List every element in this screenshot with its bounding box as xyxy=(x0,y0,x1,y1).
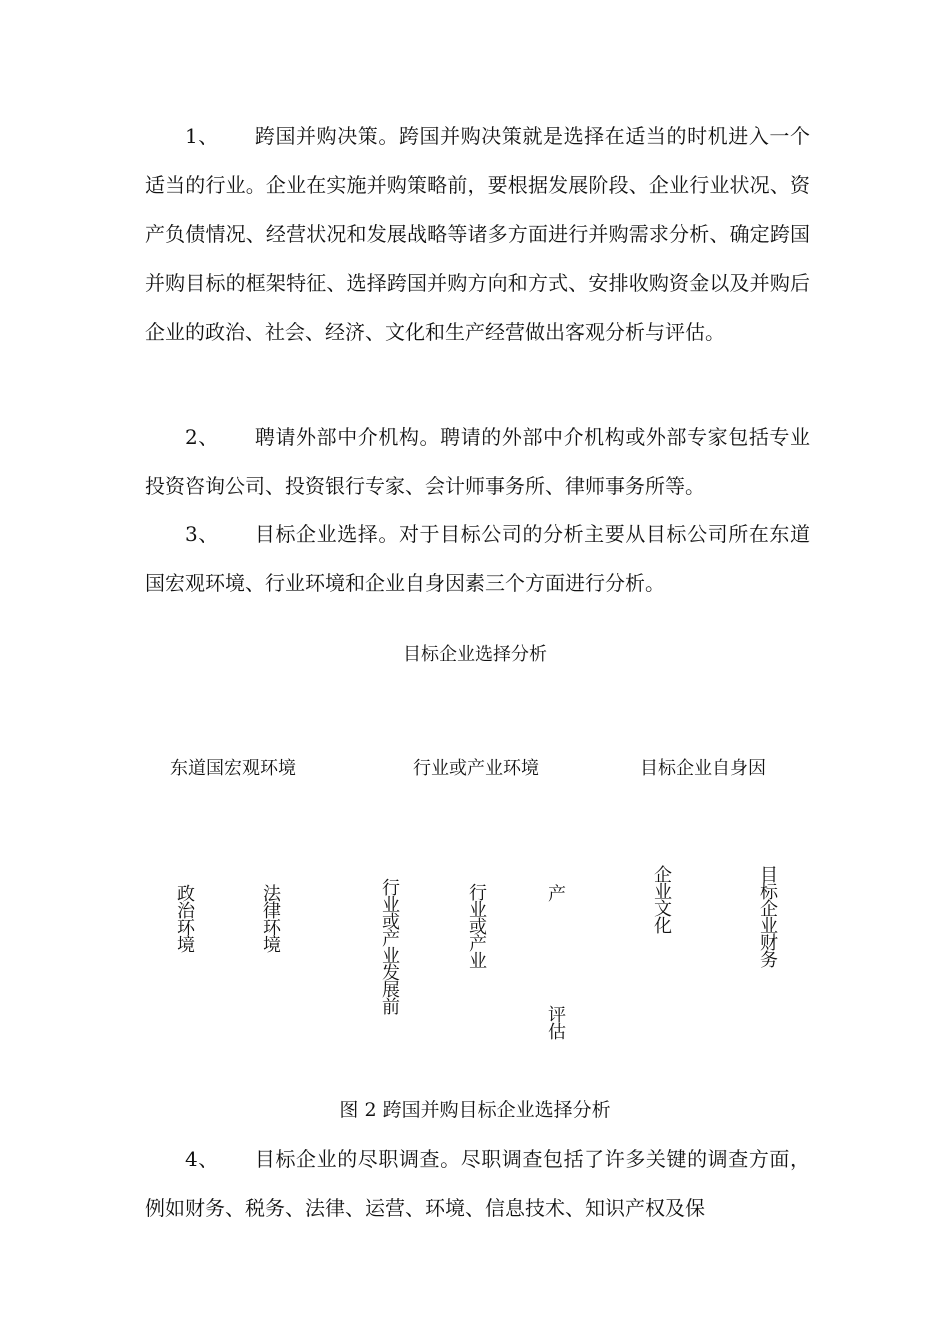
paragraph-1 xyxy=(145,112,810,357)
paragraph-text: 目标企业选择。对于目标公司的分析主要从目标公司所在东道国宏观环境、行业环境和企业自身因素三个方面进行分析。 xyxy=(145,522,810,595)
factor-target-finance: 目标企业财务 xyxy=(757,865,778,967)
factor-industry-development: 行业或产业发展前 xyxy=(379,878,400,1014)
factor-legal-environment: 法律环境 xyxy=(260,884,281,952)
factor-product: 产 xyxy=(545,884,566,901)
paragraph-number: 2、 xyxy=(185,425,219,449)
factor-evaluation: 评估 xyxy=(545,1005,566,1039)
paragraph-number: 1、 xyxy=(185,124,219,148)
factor-corporate-culture: 企业文化 xyxy=(651,865,672,933)
paragraph-3 xyxy=(145,510,810,608)
paragraph-4 xyxy=(145,1135,810,1233)
paragraph-text: 聘请外部中介机构。聘请的外部中介机构或外部专家包括专业投资咨询公司、投资银行专家、会计师事务所、律师事务所等。 xyxy=(145,425,810,498)
paragraph-text: 跨国并购决策。跨国并购决策就是选择在适当的时机进入一个适当的行业。企业在实施并购策略前，要根据发展阶段、企业行业状况、资产负债情况、经营状况和发展战略等诸多方面进行并购需求分析、确定跨国并购目标的框架特征、选择跨国并购方向和方式、安排收购资金以及并购后企业的政治、社会、经济、文化和生产经营做出客观分析与评估。 xyxy=(145,124,810,344)
paragraph-text: 目标企业的尽职调查。尽职调查包括了许多关键的调查方面，例如财务、税务、法律、运营、环境、信息技术、知识产权及保 xyxy=(145,1147,810,1220)
category-host-macro-environment: 东道国宏观环境 xyxy=(170,758,296,779)
paragraph-number: 4、 xyxy=(185,1147,219,1171)
paragraph-2 xyxy=(145,413,810,511)
category-industry-environment: 行业或产业环境 xyxy=(413,758,539,779)
figure-caption: 图 2 跨国并购目标企业选择分析 xyxy=(339,1099,611,1121)
factor-industry: 行业或产业 xyxy=(466,883,487,968)
diagram-title: 目标企业选择分析 xyxy=(403,644,547,665)
category-target-self-factors: 目标企业自身因 xyxy=(640,758,766,779)
paragraph-number: 3、 xyxy=(185,522,219,546)
factor-political-environment: 政治环境 xyxy=(174,884,195,952)
